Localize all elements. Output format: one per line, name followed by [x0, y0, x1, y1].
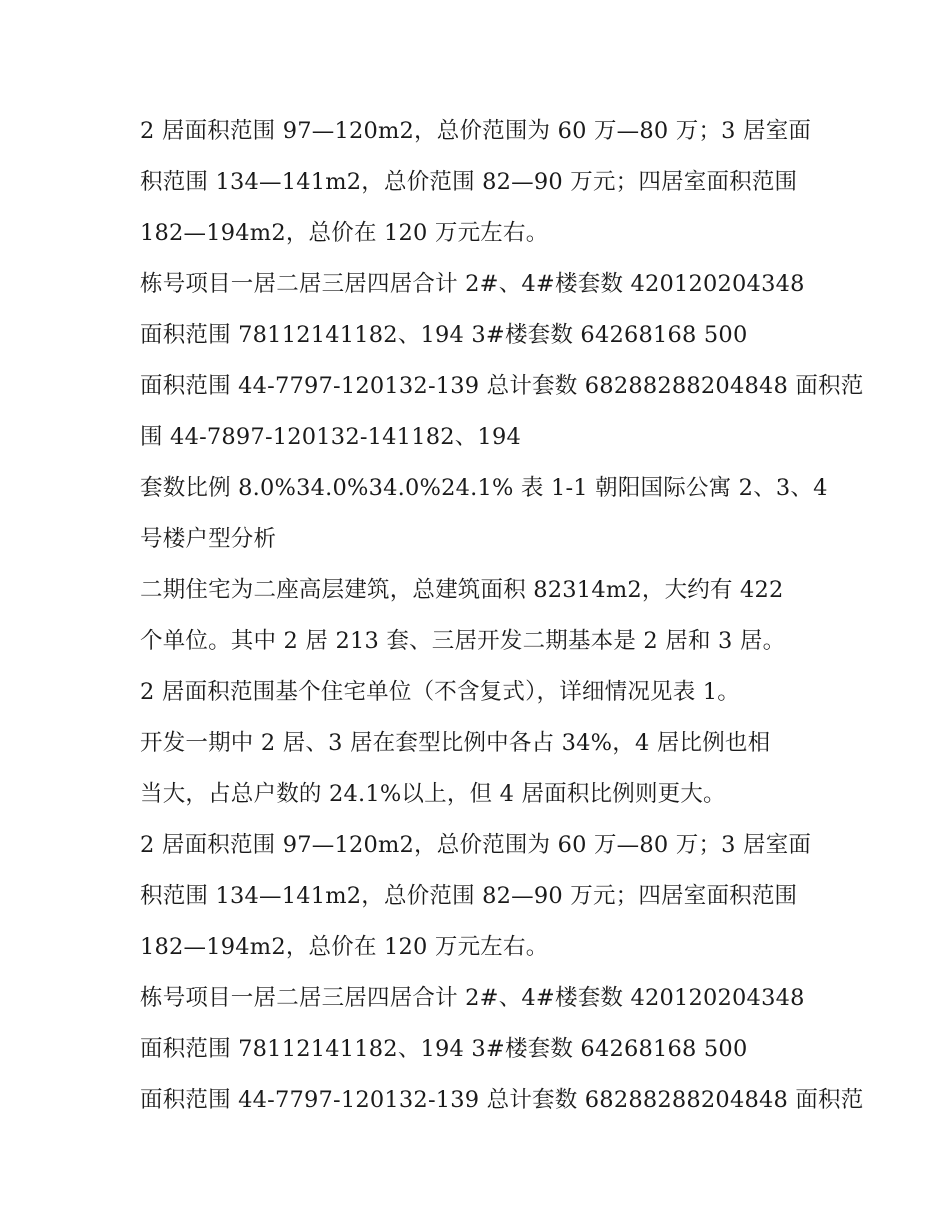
- text-line: 当大，占总户数的 24.1%以上，但 4 居面积比例则更大。: [140, 781, 726, 807]
- text-line: 二期住宅为二座高层建筑，总建筑面积 82314m2，大约有 422: [140, 577, 784, 603]
- text-line: 积范围 134—141m2，总价范围 82—90 万元；四居室面积范围: [140, 169, 798, 195]
- text-line: 围 44-7897-120132-141182、194: [140, 424, 521, 450]
- text-line: 面积范围 44-7797-120132-139 总计套数 68288288204848 面积范: [140, 373, 864, 399]
- text-line: 182—194m2，总价在 120 万元左右。: [140, 934, 549, 960]
- text-line: 2 居面积范围 97—120m2，总价范围为 60 万—80 万；3 居室面: [140, 118, 812, 144]
- text-line: 2 居面积范围 97—120m2，总价范围为 60 万—80 万；3 居室面: [140, 832, 812, 858]
- text-line: 面积范围 44-7797-120132-139 总计套数 68288288204848 面积范: [140, 1087, 864, 1113]
- text-line: 个单位。其中 2 居 213 套、三居开发二期基本是 2 居和 3 居。: [140, 628, 786, 654]
- text-line: 182—194m2，总价在 120 万元左右。: [140, 220, 549, 246]
- text-line: 2 居面积范围基个住宅单位（不含复式），详细情况见表 1。: [140, 679, 740, 705]
- text-line: 栋号项目一居二居三居四居合计 2#、4#楼套数 420120204348: [140, 271, 805, 297]
- text-line: 号楼户型分析: [140, 526, 277, 552]
- text-line: 积范围 134—141m2，总价范围 82—90 万元；四居室面积范围: [140, 883, 798, 909]
- text-line: 栋号项目一居二居三居四居合计 2#、4#楼套数 420120204348: [140, 985, 805, 1011]
- text-line: 套数比例 8.0%34.0%34.0%24.1% 表 1-1 朝阳国际公寓 2、3、4: [140, 475, 828, 501]
- document-body: [140, 106, 864, 1126]
- text-line: 开发一期中 2 居、3 居在套型比例中各占 34%，4 居比例也相: [140, 730, 771, 756]
- text-line: 面积范围 78112141182、194 3#楼套数 64268168 500: [140, 1036, 748, 1062]
- text-line: 面积范围 78112141182、194 3#楼套数 64268168 500: [140, 322, 748, 348]
